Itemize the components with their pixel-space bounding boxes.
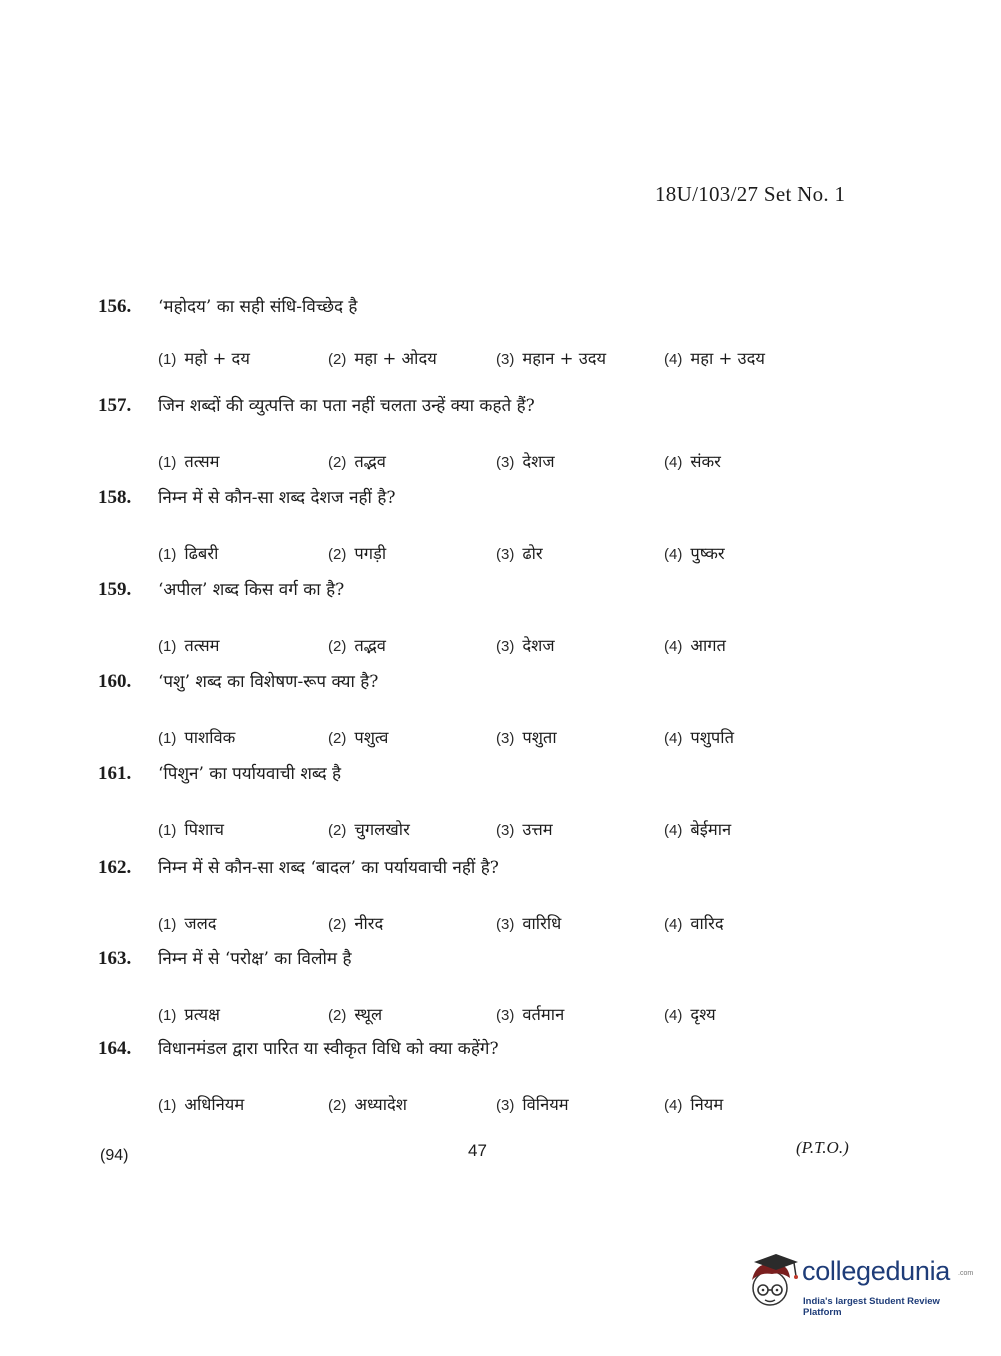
option-2: (2) तद्भव <box>328 452 386 471</box>
option-1: (1) तत्सम <box>158 636 220 655</box>
student-mascot-icon <box>742 1250 802 1310</box>
option-4: (4) नियम <box>664 1095 724 1114</box>
question-159 <box>98 577 878 663</box>
question-text: ‘पिशुन’ का पर्यायवाची शब्द है <box>158 764 342 784</box>
option-2: (2) चुगलखोर <box>328 820 410 839</box>
set-code: 18U/103/27 Set No. 1 <box>655 182 846 206</box>
question-text: निम्न में से ‘परोक्ष’ का विलोम है <box>158 949 352 969</box>
option-4: (4) संकर <box>664 452 721 471</box>
option-2: (2) पगड़ी <box>328 544 387 563</box>
option-1: (1) तत्सम <box>158 452 220 471</box>
question-text: ‘पशु’ शब्द का विशेषण-रूप क्या है? <box>158 672 379 692</box>
question-text: ‘अपील’ शब्द किस वर्ग का है? <box>158 580 345 600</box>
question-number: 163. <box>98 948 132 969</box>
brand-suffix: .com <box>958 1270 974 1277</box>
option-3: (3) उत्तम <box>496 820 553 839</box>
question-164 <box>98 1036 878 1122</box>
question-number: 161. <box>98 763 132 784</box>
question-number: 160. <box>98 671 132 692</box>
question-number: 156. <box>98 296 132 317</box>
option-1: (1) प्रत्यक्ष <box>158 1005 220 1024</box>
option-1: (1) अधिनियम <box>158 1095 245 1114</box>
option-4: (4) पशुपति <box>664 728 734 747</box>
question-number: 158. <box>98 487 132 508</box>
option-3: (3) देशज <box>496 636 555 655</box>
option-2: (2) महा + ओदय <box>328 349 437 368</box>
option-3: (3) ढोर <box>496 544 543 563</box>
question-text: जिन शब्दों की व्युत्पत्ति का पता नहीं चलता उन्हें क्या कहते हैं? <box>158 396 535 416</box>
option-1: (1) पिशाच <box>158 820 224 839</box>
question-161 <box>98 761 878 847</box>
option-2: (2) पशुत्व <box>328 728 389 747</box>
question-163 <box>98 946 878 1032</box>
booklet-code: (94) <box>100 1147 129 1164</box>
pto-note: (P.T.O.) <box>796 1138 849 1157</box>
question-text: विधानमंडल द्वारा पारित या स्वीकृत विधि को क्या कहेंगे? <box>158 1039 499 1059</box>
option-4: (4) वारिद <box>664 914 724 933</box>
option-4: (4) दृश्य <box>664 1005 716 1024</box>
question-160 <box>98 669 878 755</box>
page-number: 47 <box>468 1141 487 1160</box>
brand-tagline: India's largest Student Review Platform <box>803 1296 940 1318</box>
question-text: निम्न में से कौन-सा शब्द ‘बादल’ का पर्यायवाची नहीं है? <box>158 858 499 878</box>
collegedunia-watermark <box>742 1250 974 1318</box>
question-162 <box>98 855 878 941</box>
question-number: 159. <box>98 579 132 600</box>
question-number: 162. <box>98 857 132 878</box>
question-number: 157. <box>98 395 132 416</box>
question-text: निम्न में से कौन-सा शब्द देशज नहीं है? <box>158 488 396 508</box>
option-1: (1) जलद <box>158 914 217 933</box>
option-1: (1) महो + दय <box>158 349 250 368</box>
option-3: (3) विनियम <box>496 1095 569 1114</box>
option-2: (2) स्थूल <box>328 1005 383 1024</box>
question-158 <box>98 485 878 571</box>
option-3: (3) देशज <box>496 452 555 471</box>
option-2: (2) तद्भव <box>328 636 386 655</box>
option-4: (4) बेईमान <box>664 820 732 839</box>
option-3: (3) वारिधि <box>496 914 562 933</box>
question-number: 164. <box>98 1038 132 1059</box>
option-3: (3) वर्तमान <box>496 1005 565 1024</box>
option-4: (4) पुष्कर <box>664 544 725 563</box>
option-1: (1) ढिबरी <box>158 544 219 563</box>
brand-name: collegedunia <box>802 1256 951 1286</box>
question-156 <box>98 294 878 376</box>
question-157 <box>98 393 878 479</box>
option-1: (1) पाशविक <box>158 728 236 747</box>
option-4: (4) आगत <box>664 636 726 655</box>
option-4: (4) महा + उदय <box>664 349 765 368</box>
question-text: ‘महोदय’ का सही संधि-विच्छेद है <box>158 297 358 317</box>
option-2: (2) नीरद <box>328 914 384 933</box>
option-3: (3) पशुता <box>496 728 557 747</box>
option-3: (3) महान + उदय <box>496 349 607 368</box>
option-2: (2) अध्यादेश <box>328 1095 407 1114</box>
